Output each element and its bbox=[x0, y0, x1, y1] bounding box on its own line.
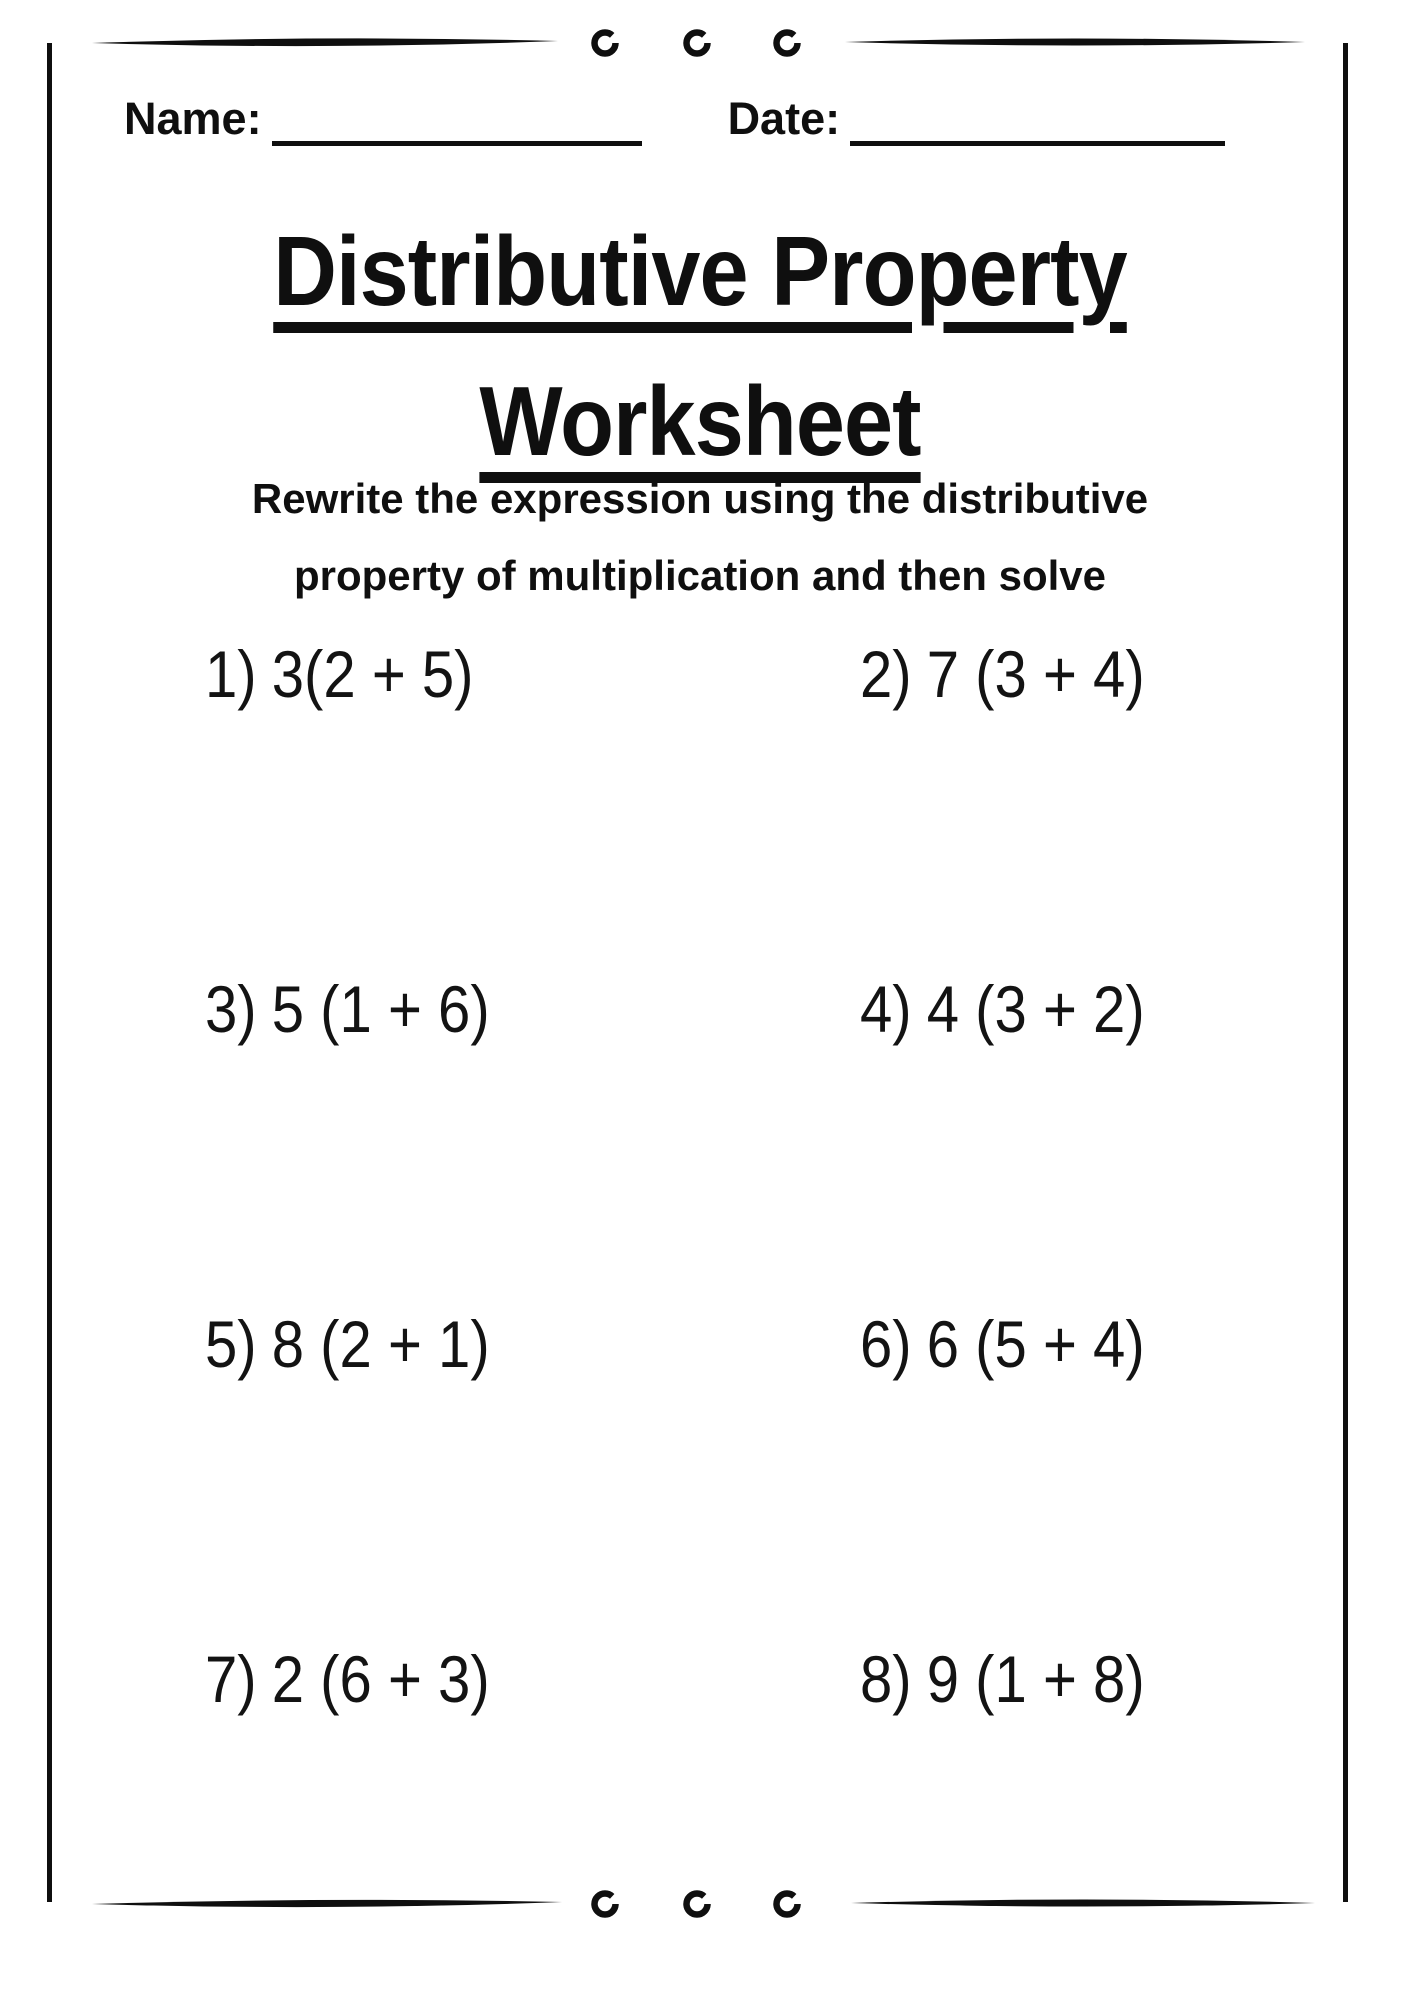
page-title bbox=[52, 196, 1348, 496]
problem-number: 6) bbox=[860, 1307, 912, 1381]
problem-number: 8) bbox=[860, 1642, 912, 1716]
problem-expression: 2 (6 + 3) bbox=[271, 1642, 490, 1716]
problem-number: 7) bbox=[205, 1642, 257, 1716]
problem-expression: 9 (1 + 8) bbox=[926, 1642, 1145, 1716]
problem-expression: 3(2 + 5) bbox=[271, 637, 474, 711]
problem-expression: 8 (2 + 1) bbox=[271, 1307, 490, 1381]
problem-item-1 bbox=[205, 637, 474, 711]
sketch-line-right bbox=[851, 1900, 1315, 1907]
problem-expression: 4 (3 + 2) bbox=[926, 972, 1145, 1046]
page-title-line-1: Distributive Property bbox=[273, 216, 1127, 326]
problem-item-6 bbox=[860, 1307, 1145, 1381]
date-label: Date: bbox=[727, 93, 841, 144]
problem-item-5 bbox=[205, 1307, 490, 1381]
sketch-line-right bbox=[845, 39, 1305, 46]
problem-number: 1) bbox=[205, 637, 257, 711]
bottom-decoration-graphic bbox=[0, 1870, 1414, 1940]
problem-cell-6 bbox=[860, 1307, 1414, 1645]
problem-item-3 bbox=[205, 972, 490, 1046]
instructions-line-2: property of multiplication and then solve bbox=[293, 552, 1107, 599]
problem-item-8 bbox=[860, 1642, 1145, 1716]
sketch-line-left bbox=[92, 1900, 562, 1907]
problem-cell-1 bbox=[0, 637, 860, 975]
problem-number: 2) bbox=[860, 637, 912, 711]
problem-item-2 bbox=[860, 637, 1145, 711]
problem-cell-4 bbox=[860, 972, 1414, 1310]
page-title-line-2: Worksheet bbox=[479, 366, 921, 476]
problem-item-7 bbox=[205, 1642, 490, 1716]
date-blank-line bbox=[850, 94, 1225, 146]
problem-expression: 7 (3 + 4) bbox=[926, 637, 1145, 711]
problem-expression: 6 (5 + 4) bbox=[926, 1307, 1145, 1381]
sketch-line-left bbox=[92, 38, 558, 46]
name-blank-line bbox=[272, 94, 642, 146]
binding-rings-icon bbox=[595, 1894, 798, 1915]
instructions bbox=[52, 460, 1348, 614]
problem-item-4 bbox=[860, 972, 1145, 1046]
problem-number: 3) bbox=[205, 972, 257, 1046]
problem-expression: 5 (1 + 6) bbox=[271, 972, 490, 1046]
bottom-decoration bbox=[0, 1870, 1414, 1940]
top-decoration bbox=[0, 10, 1414, 80]
problem-cell-2 bbox=[860, 637, 1414, 975]
problem-number: 5) bbox=[205, 1307, 257, 1381]
binding-rings-icon bbox=[595, 33, 798, 54]
instructions-line-1: Rewrite the expression using the distributive bbox=[251, 475, 1149, 522]
problem-cell-5 bbox=[0, 1307, 860, 1645]
name-date-row bbox=[124, 92, 1225, 146]
top-decoration-graphic bbox=[0, 10, 1414, 80]
problems-grid bbox=[0, 637, 1414, 1980]
problem-cell-3 bbox=[0, 972, 860, 1310]
name-label: Name: bbox=[124, 93, 262, 144]
problem-number: 4) bbox=[860, 972, 912, 1046]
